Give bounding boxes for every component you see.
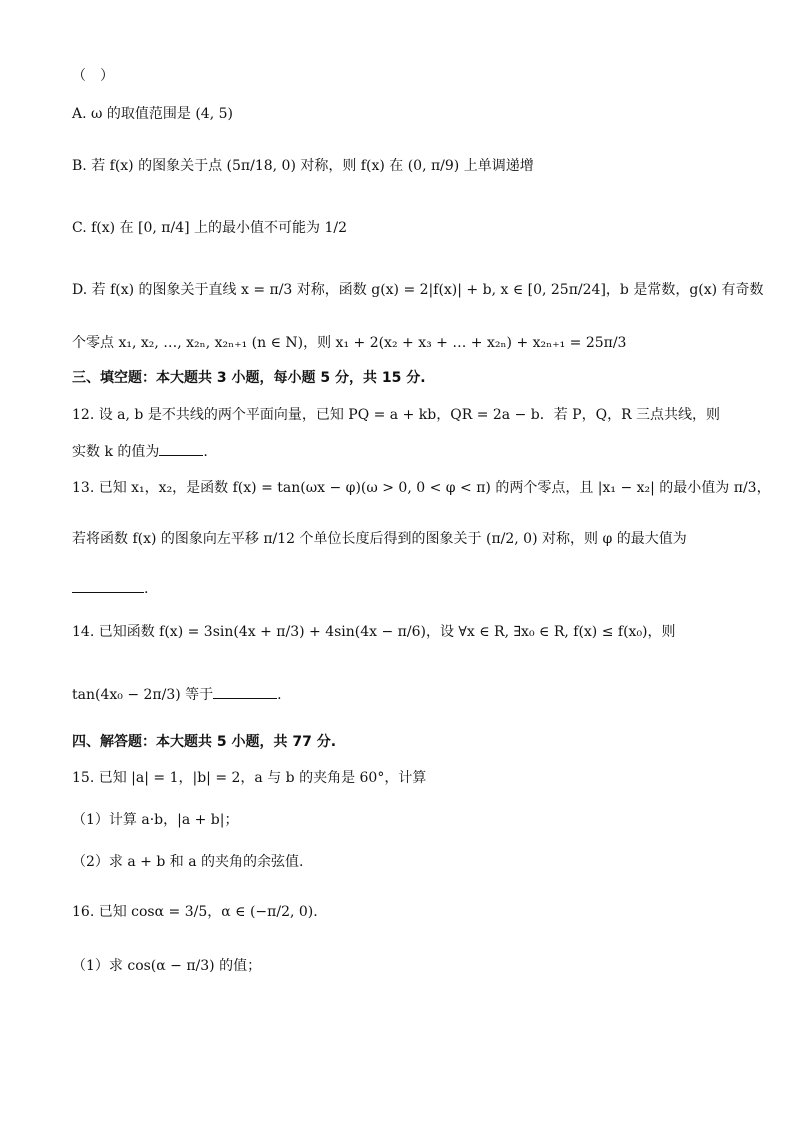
question-14	[72, 622, 676, 642]
question-12	[72, 405, 720, 425]
text: tan(4x₀ − 2π/3) 等于	[72, 687, 214, 703]
question-16	[72, 902, 318, 922]
text: 13. 已知 x₁，x₂，是函数 f(x) = tan(ωx − φ)(ω > 0, 0 < φ < π) 的两个零点，且 |x₁ − x₂| 的最小值为 π/3，	[72, 480, 771, 496]
text: 实数 k 的值为	[72, 444, 160, 460]
question-13-blank-line: .	[72, 578, 148, 599]
text: 12. 设 a, b 是不共线的两个平面向量，已知 PQ = a + kb，QR = 2a − b．若 P，Q，R 三点共线，则	[72, 407, 721, 423]
question-13-cont	[72, 529, 687, 549]
answer-blank[interactable]	[72, 578, 144, 593]
text: D. 若 f(x) 的图象关于直线 x = π/3 对称，函数 g(x) = 2|f(x)| + b, x ∈ [0, 25π/24]，b 是常数，g(x) 有奇数	[72, 282, 764, 298]
option-c	[72, 218, 347, 238]
text: （ ）	[72, 68, 114, 84]
section-heading-solve	[72, 732, 336, 752]
question-14-cont: tan(4x₀ − 2π/3) 等于 .	[72, 684, 282, 705]
text: C. f(x) 在 [0, π/4] 上的最小值不可能为 1/2	[72, 220, 348, 236]
question-15-part-2	[72, 852, 303, 872]
text: 若将函数 f(x) 的图象向左平移 π/12 个单位长度后得到的图象关于 (π/2, 0) 对称，则 φ 的最大值为	[72, 531, 687, 547]
text: 14. 已知函数 f(x) = 3sin(4x + π/3) + 4sin(4x − π/6)，设 ∀x ∈ R, ∃x₀ ∈ R, f(x) ≤ f(x₀)，则	[72, 624, 676, 640]
text: A. ω 的取值范围是 (4, 5)	[72, 106, 233, 122]
section-heading-fill	[72, 368, 426, 388]
text: （1）求 cos(α − π/3) 的值；	[72, 958, 262, 974]
text: 四、解答题：本大题共 5 小题，共 77 分.	[72, 734, 337, 750]
answer-blank[interactable]	[159, 441, 203, 456]
answer-blank[interactable]	[213, 684, 277, 699]
option-bracket	[72, 66, 114, 86]
text: 16. 已知 cosα = 3/5，α ∈ (−π/2, 0).	[72, 904, 318, 920]
option-d-cont	[72, 333, 626, 353]
text: 三、填空题：本大题共 3 小题，每小题 5 分，共 15 分.	[72, 370, 426, 386]
question-16-part-1	[72, 956, 261, 976]
question-13	[72, 478, 771, 498]
option-d	[72, 280, 764, 300]
text: （1）计算 a·b，|a + b|；	[72, 812, 239, 828]
question-15-part-1	[72, 810, 239, 830]
option-b	[72, 156, 534, 176]
option-a	[72, 104, 233, 124]
text: B. 若 f(x) 的图象关于点 (5π/18, 0) 对称，则 f(x) 在 (0, π/9) 上单调递增	[72, 158, 534, 174]
question-12-cont: 实数 k 的值为 .	[72, 441, 208, 462]
text: 个零点 x₁, x₂, …, x₂ₙ, x₂ₙ₊₁ (n ∈ N)，则 x₁ + 2(x₂ + x₃ + … + x₂ₙ) + x₂ₙ₊₁ = 25π/3	[72, 335, 627, 351]
text: 15. 已知 |a| = 1，|b| = 2，a 与 b 的夹角是 60°，计算	[72, 770, 427, 786]
question-15	[72, 768, 426, 788]
text: （2）求 a + b 和 a 的夹角的余弦值.	[72, 854, 304, 870]
